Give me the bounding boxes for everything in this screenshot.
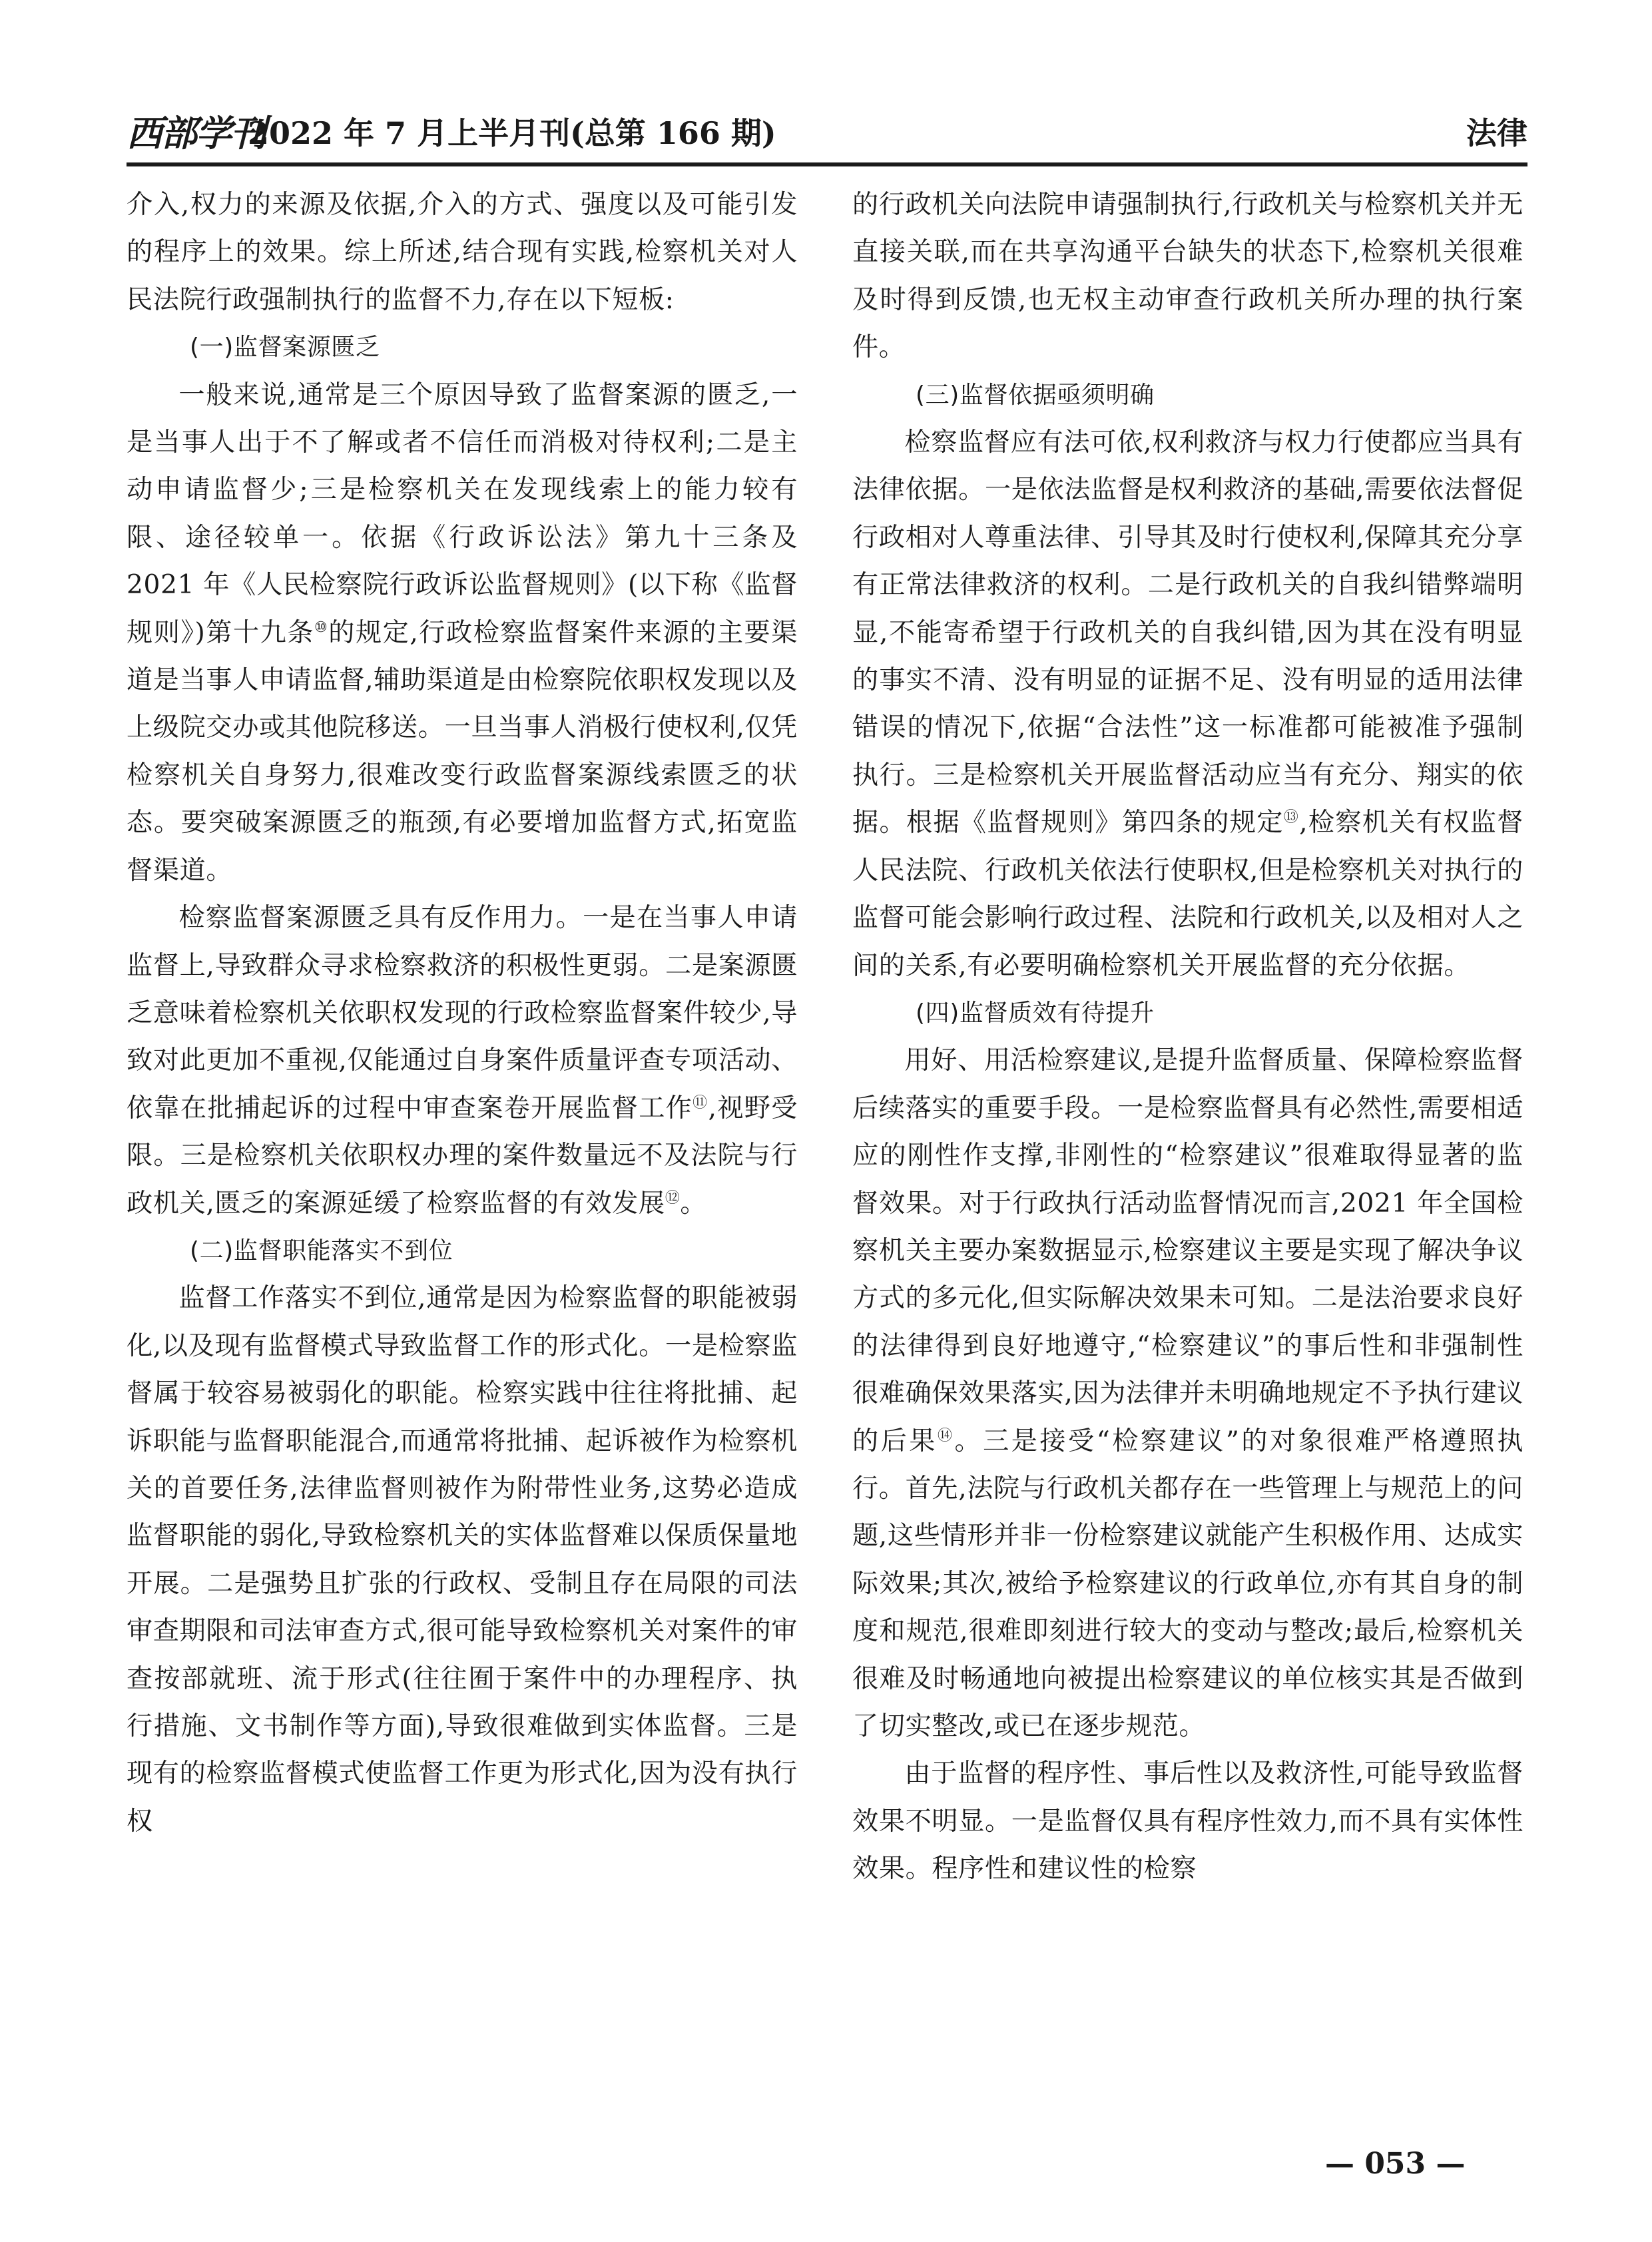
section-heading: (二)监督职能落实不到位 (190, 1237, 453, 1264)
paragraph: 一般来说,通常是三个原因导致了监督案源的匮乏,一是当事人出于不了解或者不信任而消极对待权利;二是主动申请监督少;三是检察机关在发现线索上的能力较有限、途径较单一。依据《行政诉讼法》第九十三条及 2021 年《人民检察院行政诉讼监督规则》(以下称《监督规则》)第十九条⑩的规定,行政检察监督案件来源的主要渠道是当事人申请监督,辅助渠道是由检察院依职权发现以及上级院交办或其他院移送。一旦当事人消极行使权利,仅凭检察机关自身努力,很难改变行政监督案源线索匮乏的状态。要突破案源匮乏的瓶颈,有必要增加监督方式,拓宽监督渠道。 (127, 380, 798, 886)
paragraph: 检察监督应有法可依,权利救济与权力行使都应当具有法律依据。一是依法监督是权利救济的基础,需要依法督促行政相对人尊重法律、引导其及时行使权利,保障其充分享有正常法律救济的权利。二是行政机关的自我纠错弊端明显,不能寄希望于行政机关的自我纠错,因为其在没有明显的事实不清、没有明显的证据不足、没有明显的适用法律错误的情况下,依据“合法性”这一标准都可能被准予强制执行。三是检察机关开展监督活动应当有充分、翔实的依据。根据《监督规则》第四条的规定⑬,检察机关有权监督人民法院、行政机关依法行使职权,但是检察机关对执行的监督可能会影响行政过程、法院和行政机关,以及相对人之间的关系,有必要明确检察机关开展监督的充分依据。 (852, 427, 1523, 981)
journal-name: 西部学刊 (127, 112, 265, 154)
header-rule (127, 162, 1527, 166)
paragraph: 由于监督的程序性、事后性以及救济性,可能导致监督效果不明显。一是监督仅具有程序性效力,而不具有实体性效果。程序性和建议性的检察 (852, 1759, 1523, 1884)
footnote-marker: ⑪ (692, 1094, 708, 1111)
section-heading: (四)监督质效有待提升 (916, 999, 1155, 1027)
page-number: — 053 — (1325, 2147, 1466, 2181)
footnote-marker: ⑫ (665, 1189, 681, 1207)
issue-info: 2022 年 7 月上半月刊(总第 166 期) (248, 115, 776, 151)
running-header (127, 110, 1527, 156)
footnote-marker: ⑩ (314, 619, 329, 636)
footnote-marker: ⑭ (937, 1427, 955, 1444)
section-name: 法律 (1466, 115, 1527, 151)
footnote-marker: ⑬ (1283, 809, 1300, 826)
left-column (127, 181, 798, 2112)
paragraph: 介入,权力的来源及依据,介入的方式、强度以及可能引发的程序上的效果。综上所述,结合现有实践,检察机关对人民法院行政强制执行的监督不力,存在以下短板: (127, 190, 798, 315)
paragraph: 用好、用活检察建议,是提升监督质量、保障检察监督后续落实的重要手段。一是检察监督具有必然性,需要相适应的刚性作支撑,非刚性的“检察建议”很难取得显著的监督效果。对于行政执行活动监督情况而言,2021 年全国检察机关主要办案数据显示,检察建议主要是实现了解决争议方式的多元化,但实际解决效果未可知。二是法治要求良好的法律得到良好地遵守,“检察建议”的事后性和非强制性很难确保效果落实,因为法律并未明确地规定不予执行建议的后果⑭。三是接受“检察建议”的对象很难严格遵照执行。首先,法院与行政机关都存在一些管理上与规范上的问题,这些情形并非一份检察建议就能产生积极作用、达成实际效果;其次,被给予检察建议的行政单位,亦有其自身的制度和规范,很难即刻进行较大的变动与整改;最后,检察机关很难及时畅通地向被提出检察建议的单位核实其是否做到了切实整改,或已在逐步规范。 (852, 1045, 1523, 1741)
paragraph: 检察监督案源匮乏具有反作用力。一是在当事人申请监督上,导致群众寻求检察救济的积极性更弱。二是案源匮乏意味着检察机关依职权发现的行政检察监督案件较少,导致对此更加不重视,仅能通过自身案件质量评查专项活动、依靠在批捕起诉的过程中审查案卷开展监督工作⑪,视野受限。三是检察机关依职权办理的案件数量远不及法院与行政机关,匮乏的案源延缓了检察监督的有效发展⑫。 (127, 903, 798, 1219)
section-heading: (一)监督案源匮乏 (190, 334, 380, 362)
section-heading: (三)监督依据亟须明确 (916, 381, 1155, 409)
paragraph: 监督工作落实不到位,通常是因为检察监督的职能被弱化,以及现有监督模式导致监督工作的形式化。一是检察监督属于较容易被弱化的职能。检察实践中往往将批捕、起诉职能与监督职能混合,而通常将批捕、起诉被作为检察机关的首要任务,法律监督则被作为附带性业务,这势必造成监督职能的弱化,导致检察机关的实体监督难以保质保量地开展。二是强势且扩张的行政权、受制且存在局限的司法审查期限和司法审查方式,很可能导致检察机关对案件的审查按部就班、流于形式(往往囿于案件中的办理程序、执行措施、文书制作等方面),导致很难做到实体监督。三是现有的检察监督模式使监督工作更为形式化,因为没有执行权 (127, 1283, 798, 1836)
paragraph: 的行政机关向法院申请强制执行,行政机关与检察机关并无直接关联,而在共享沟通平台缺失的状态下,检察机关很难及时得到反馈,也无权主动审查行政机关所办理的执行案件。 (852, 190, 1523, 363)
right-column (852, 181, 1523, 2112)
